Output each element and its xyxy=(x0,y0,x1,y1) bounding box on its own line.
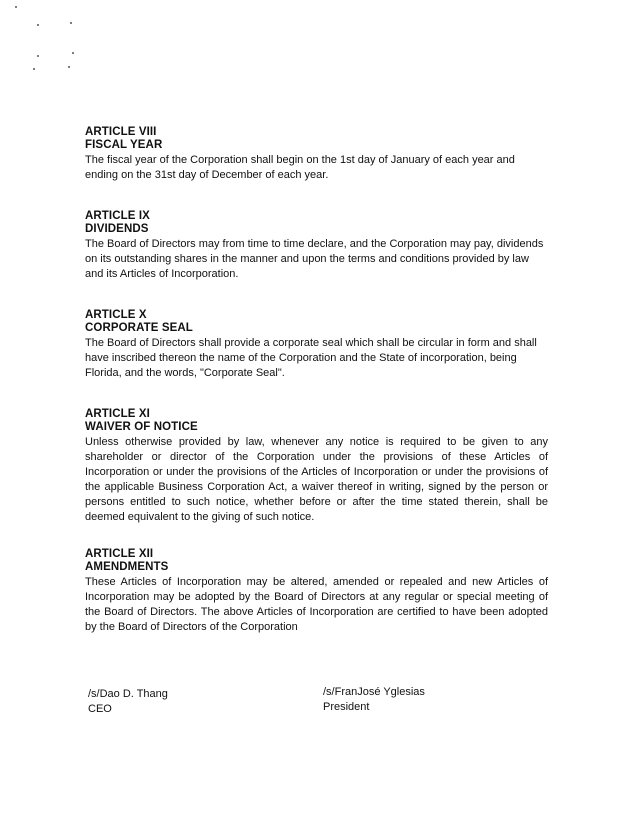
scan-speck xyxy=(37,55,39,57)
article-title: CORPORATE SEAL xyxy=(85,322,193,334)
article-number: ARTICLE XI xyxy=(85,408,150,420)
article-body: These Articles of Incorporation may be altered, amended or repealed and new Articles of Incorporation may be adopted by the Board of Directors at any regular or special meeting of the Board of Directors. The above Articles of Incorporation are certified to have been adopted by the Board of Directors of the Corporation xyxy=(85,576,548,633)
article-title: WAIVER OF NOTICE xyxy=(85,421,198,433)
article-number: ARTICLE IX xyxy=(85,210,150,222)
scan-speck xyxy=(68,66,70,68)
article-body: The Board of Directors shall provide a corporate seal which shall be circular in form and shall have inscribed thereon the name of the Corporation and the State of incorporation, being Florida, and the words, "Corporate Seal". xyxy=(85,337,537,379)
scan-speck xyxy=(15,6,17,8)
scan-speck xyxy=(72,52,74,54)
article-body: The fiscal year of the Corporation shall begin on the 1st day of January of each year and ending on the 31st day of December of each year. xyxy=(85,154,515,181)
signature-president xyxy=(323,685,425,715)
signature-ceo xyxy=(88,687,168,717)
article-x xyxy=(85,309,548,381)
signer-name: /s/Dao D. Thang xyxy=(88,688,168,700)
article-number: ARTICLE VIII xyxy=(85,126,157,138)
article-number: ARTICLE X xyxy=(85,309,147,321)
article-viii xyxy=(85,126,548,183)
signer-name: /s/FranJosé Yglesias xyxy=(323,686,425,698)
scan-speck xyxy=(37,24,39,26)
scan-speck xyxy=(33,68,35,70)
signer-title: CEO xyxy=(88,703,112,715)
article-ix xyxy=(85,210,548,282)
article-body: The Board of Directors may from time to time declare, and the Corporation may pay, dividends on its outstanding shares in the manner and upon the terms and conditions provided by law and its Articles of Incorporation. xyxy=(85,238,544,280)
article-title: DIVIDENDS xyxy=(85,223,149,235)
article-xi xyxy=(85,408,548,525)
article-number: ARTICLE XII xyxy=(85,548,154,560)
signer-title: President xyxy=(323,701,370,713)
scan-speck xyxy=(70,22,72,24)
article-title: AMENDMENTS xyxy=(85,561,169,573)
article-title: FISCAL YEAR xyxy=(85,139,163,151)
article-xii xyxy=(85,548,548,635)
article-body: Unless otherwise provided by law, whenever any notice is required to be given to any shareholder or director of the Corporation under the provisions of these Articles of Incorporation or under the provisions of the Articles of Incorporation or under the provisions of the applicable Business Corporation Act, a waiver thereof in writing, signed by the person or persons entitled to such notice, whether before or after the time stated therein, shall be deemed equivalent to the giving of such notice. xyxy=(85,436,548,523)
